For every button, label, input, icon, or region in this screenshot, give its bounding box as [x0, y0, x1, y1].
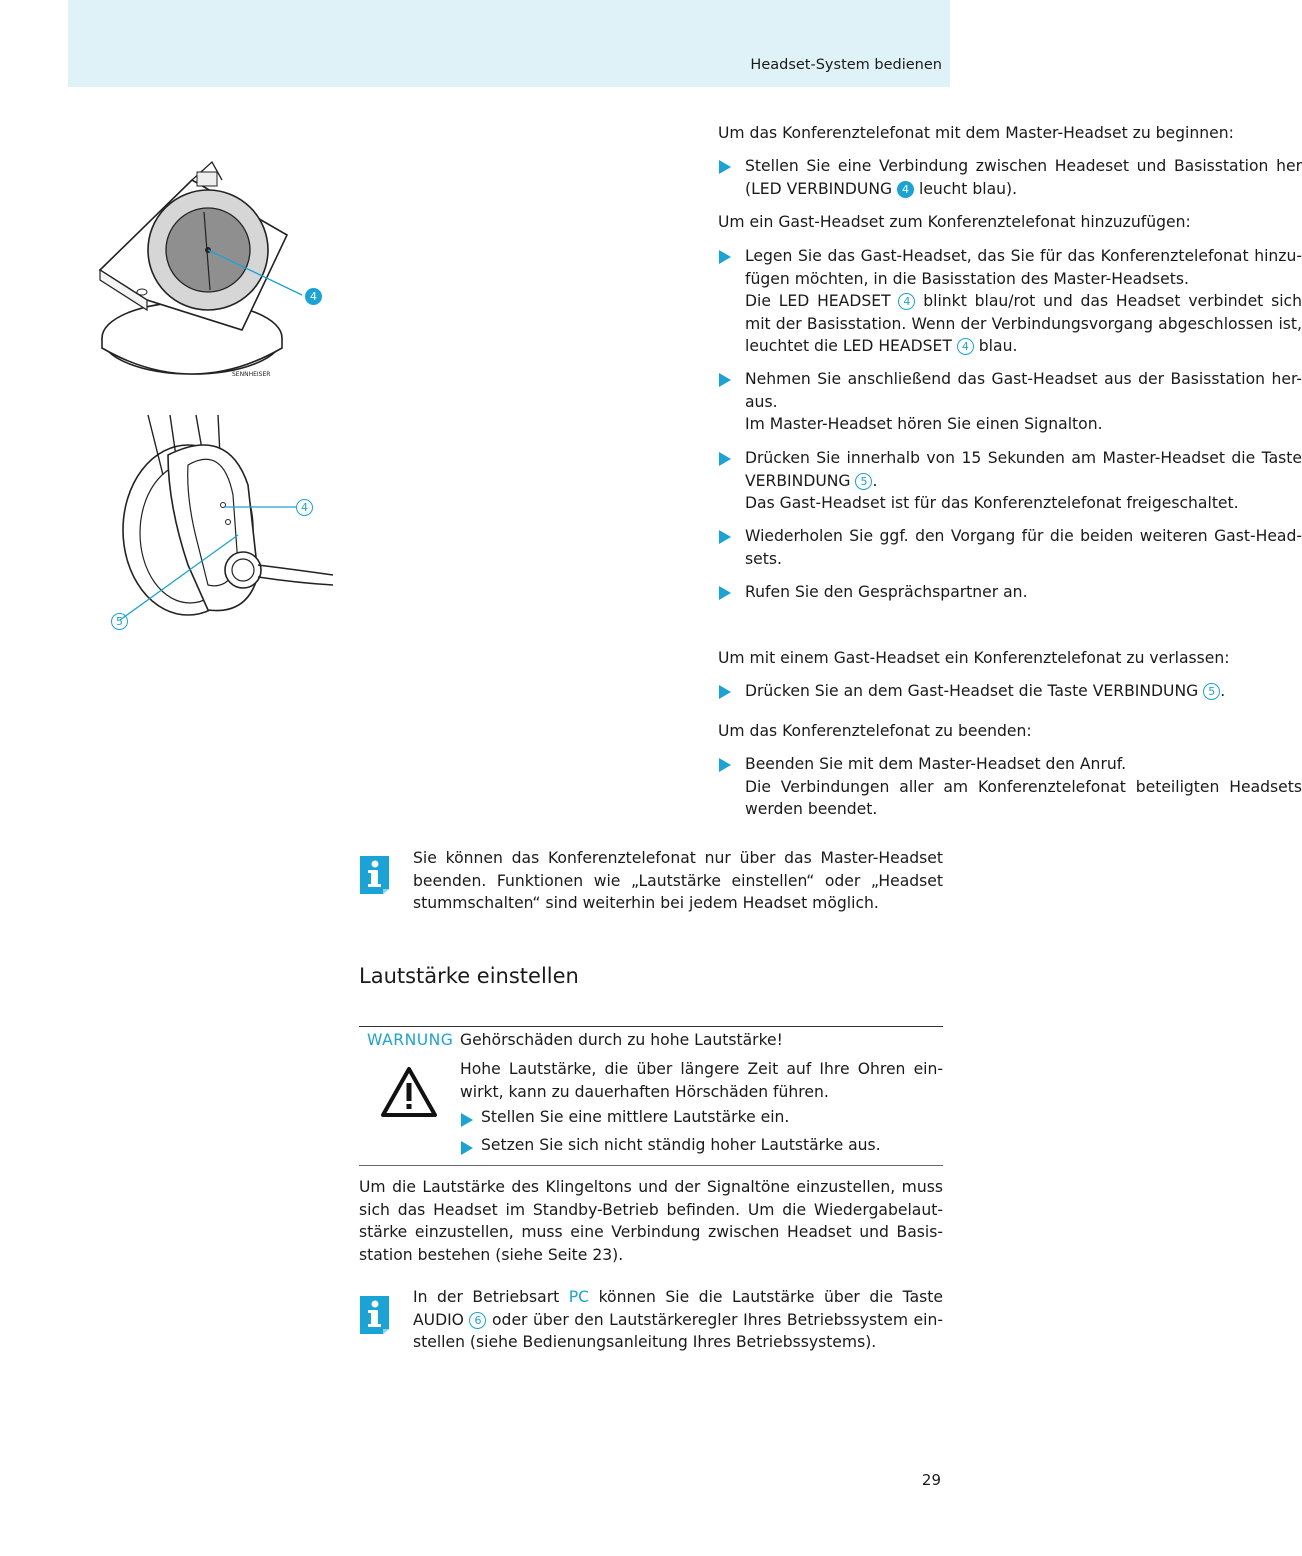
note-conference-end: Sie können das Konferenztelefonat nur über das Master-Headset beenden. Funktionen wie „Lautstärke einstellen“ oder „Headset stummschalten“ sind weiterhin bei jedem Headset möglich.: [413, 849, 943, 912]
page-number: 29: [921, 1471, 941, 1489]
bullet-arrow-icon: [719, 530, 731, 544]
section-title: Lautstärke einstellen: [359, 964, 579, 988]
callout-headset-5: 5: [111, 613, 128, 630]
headset-illustration: [108, 415, 338, 630]
step-remove-guest: Nehmen Sie anschließend das Gast-Headset aus der Basisstation her-aus. Im Master-Headset hören Sie einen Signalton.: [718, 368, 1302, 436]
bullet-arrow-icon: [461, 1141, 473, 1155]
note-pc-volume: In der Betriebsart PC können Sie die Lautstärke über die Taste AUDIO 6 oder über den Lautstärkeregler Ihres Betriebssystem ein-stellen (siehe Bedienungsanleitung Ihres Betriebssystems).: [413, 1288, 943, 1351]
warning-step-2: Setzen Sie sich nicht ständig hoher Lautstärke aus.: [460, 1136, 943, 1154]
warning-step-1: Stellen Sie eine mittlere Lautstärke ein.: [460, 1108, 943, 1126]
bullet-arrow-icon: [719, 373, 731, 387]
info-icon: [359, 855, 393, 895]
info-icon: [359, 1295, 393, 1335]
header-title: Headset-System bedienen: [750, 57, 942, 73]
volume-paragraph: Um die Lautstärke des Klingeltons und der Signaltöne einzustellen, muss sich das Headset im Standby-Betrieb befinden. Um die Wiedergabelaut-stärke einzustellen, muss eine Verbindung zwischen Headset und Basis-station bestehen (siehe Seite 23).: [359, 1178, 943, 1264]
step-repeat: Wiederholen Sie ggf. den Vorgang für die beiden weiteren Gast-Head-sets.: [718, 525, 1302, 570]
bullet-arrow-icon: [719, 452, 731, 466]
bullet-arrow-icon: [719, 586, 731, 600]
bullet-arrow-icon: [719, 758, 731, 772]
callout-headset-4: 4: [296, 499, 313, 516]
callout-base-4: 4: [305, 288, 322, 305]
base-station-illustration: [92, 150, 332, 390]
bullet-arrow-icon: [719, 160, 731, 174]
callout-ref-5: 5: [855, 473, 872, 490]
callout-ref-5: 5: [1203, 683, 1220, 700]
step-connect: Stellen Sie eine Verbindung zwischen Headeset und Basisstation her (LED VERBINDUNG 4 leucht blau).: [718, 155, 1302, 200]
warning-bottom-rule: [359, 1165, 943, 1166]
intro-leave: Um mit einem Gast-Headset ein Konferenztelefonat zu verlassen:: [718, 649, 1230, 667]
callout-ref-4: 4: [898, 293, 915, 310]
bullet-arrow-icon: [719, 250, 731, 264]
header-band: [68, 0, 950, 87]
warning-label: WARNUNG: [367, 1031, 454, 1049]
mode-pc: PC: [568, 1288, 590, 1306]
bullet-arrow-icon: [461, 1113, 473, 1127]
step-guest-leave: Drücken Sie an dem Gast-Headset die Taste VERBINDUNG 5 .: [718, 680, 1302, 703]
step-place-guest: Legen Sie das Gast-Headset, das Sie für das Konferenztelefonat hinzu-fügen möchten, in die Basisstation des Master-Headsets. Die LED HEADSET 4 blinkt blau/rot und das Headset verbindet sich mit der Basisstation. Wenn der Verbindungsvorgang abgeschlossen ist, leuchtet die LED HEADSET 4 blau.: [718, 245, 1302, 358]
step-end-call: Beenden Sie mit dem Master-Headset den Anruf. Die Verbindungen aller am Konferenztelefonat beteiligten Headsets werden beendet.: [718, 753, 1302, 821]
callout-ref-4: 4: [957, 338, 974, 355]
callout-ref-4: 4: [897, 181, 914, 198]
warning-top-rule: [359, 1026, 943, 1027]
intro-add-guest: Um ein Gast-Headset zum Konferenztelefonat hinzuzufügen:: [718, 213, 1191, 231]
callout-ref-6: 6: [469, 1312, 486, 1329]
intro-end: Um das Konferenztelefonat zu beenden:: [718, 722, 1032, 740]
step-call: Rufen Sie den Gesprächspartner an.: [718, 581, 1302, 604]
warning-triangle-icon: [380, 1066, 438, 1118]
intro-start: Um das Konferenztelefonat mit dem Master-Headset zu beginnen:: [718, 124, 1234, 142]
bullet-arrow-icon: [719, 685, 731, 699]
step-press-connect: Drücken Sie innerhalb von 15 Sekunden am Master-Headset die Taste VERBINDUNG 5 . Das Gast-Headset ist für das Konferenztelefonat freigeschaltet.: [718, 447, 1302, 515]
warning-body: Hohe Lautstärke, die über längere Zeit auf Ihre Ohren ein-wirkt, kann zu dauerhaften Hörschäden führen.: [460, 1060, 943, 1101]
warning-heading: Gehörschäden durch zu hohe Lautstärke!: [460, 1031, 783, 1049]
brand-logo: SENNHEISER: [232, 371, 271, 378]
